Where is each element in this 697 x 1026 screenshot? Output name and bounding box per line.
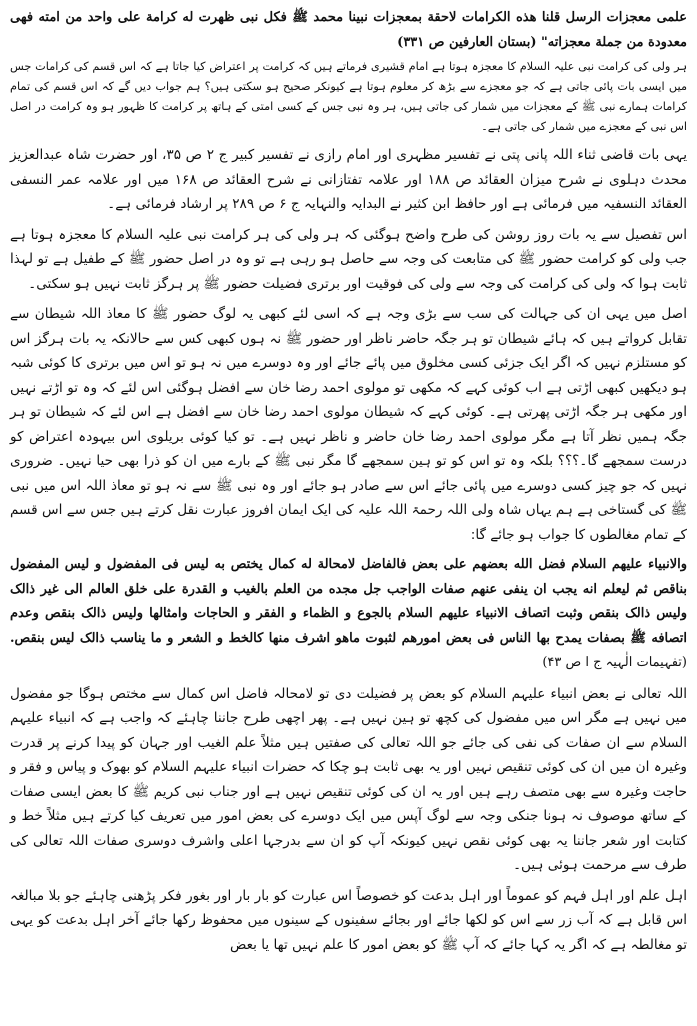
translation-paragraph-2 [10,682,687,878]
arabic-quote-paragraph [10,6,687,55]
citation-reference: (تفہیمات الٰہیہ ج ا ص ۴۳) [542,655,687,670]
paragraph-text: اللہ تعالی نے بعض انبیاء علیہم السلام کو بعض پر فضیلت دی تو لامحالہ فاضل اس کمال سے مختص ہوگا جو مفضول میں نہیں ہے مگر اس میں مفضول کی کچھ تو ہین نہیں ہے۔ پھر اچھی طرح جاننا چاہئے کہ واجب ہے کہ انبیاء علیہم السلام سے ان صفات کی نفی کی جائے جو اللہ تعالی کی صفتیں ہیں مثلاً علم الغیب اور جہان کو پیدا کرنے پر قدرت وغیرہ ان میں ان کی کوئی تنقیص نہیں اور یہ بھی ثابت ہو چکا کہ حضرات انبیاء علیہم السلام کو بھوک و پیاس و فقر و حاجت وغیرہ سے بھی متصف رہے ہیں اور یہ ان کی کوئی تنقیص نہیں ہے اور جناب نبی کریم ﷺ کا بعض ایسی صفات کے ساتھ موصوف نہ ہونا جنکی وجہ سے لوگ آپس میں ایک دوسرے کی بعض امور میں تعریف کیا کرتے ہیں مثلاً خط و کتابت اور شعر جاننا یہ بھی کوئی نقص نہیں کیونکہ آپ کو ان سے بدرجہا اعلی واشرف دوسری صفات اللہ تعالی کی طرف سے مرحمت ہوئی ہیں۔ [10,685,687,873]
argument-paragraph [10,302,687,547]
paragraph-text: علمی معجزات الرسل قلنا هذه الكرامات لاحقة بمعجزات نبينا محمد ﷺ فكل نبی ظهرت له كرامة علی واحد من امته فهی معدودة من جملة معجزاته" (بستان العارفین ص ۳۳۱) [10,10,687,50]
translation-paragraph [10,57,687,137]
paragraph-text: اہل علم اور اہل فہم کو عموماً اور اہل بدعت کو خصوصاً اس عبارت کو بار بار اور بغور فکر پڑھنی چاہئے جو بلا مبالغہ اس قابل ہے کہ آب زر سے اس کو لکھا جائے اور بجائے سفینوں کے سینوں میں محفوظ رکھا جائے آخر اہل بدعت کو یہی تو مغالطہ ہے کہ اگر یہ کہا جائے کہ آپ ﷺ کو بعض امور کا علم نہیں تھا یا بعض [10,887,687,953]
paragraph-text: والانبیاء علیهم السلام فضل الله بعضهم علی بعض فالفاضل لامحالة له كمال یختص به لیس فی المفضول و لیس المفضول بناقص ثم لیعلم انه یجب ان ینفی عنهم صفات الواجب جل مجده من العلم بالغیب و القدرة علی خلق العالم الی غیر ذالک ولیس ذالک بنقص وثبت اتصاف الانبیاء علیهم السلام بالجوع و الظماء و الفقر و الحاجات وامثالها ولیس ذالک بنقص وعدم اتصافه ﷺ بصفات یمدح بها الناس فی بعض امورهم لثبوت ماهو اشرف منها كالخط و الشعر و ما یناسب ذالک لیس بنقص. [10,557,687,646]
references-paragraph [10,143,687,217]
paragraph-text: اصل میں یہی ان کی جہالت کی سب سے بڑی وجہ ہے کہ اسی لئے کبھی یہ لوگ حضور ﷺ کا معاذ اللہ شیطان سے تقابل کرواتے ہیں کہ ہائے شیطان تو ہر جگہ حاضر ناظر اور حضور ﷺ نہ ہوں کبھی کس سے حالانکہ یہ بات ہرگز اس کو مستلزم نہیں کہ اگر ایک جزئی کسی مخلوق میں پائے جائے اور وہ دوسرے میں نہ ہو تو اس میں برتری کا کوئی شبہ ہو دیکھیں کبھی اڑتی ہے اب کوئی کہے کہ مکھی تو مولوی احمد رضا خان سے افضل ہوگئی اس لئے کہ وہ تو اڑتے نہیں اور مکھی ہر جگہ اڑتی پھرتی ہے۔ کوئی کہے کہ شیطان مولوی احمد رضا خان سے افضل ہے اس لئے کہ شیطان تو ہر جگہ ہمیں نظر آتا ہے مگر مولوی احمد رضا خان حاضر و ناظر نہیں ہے۔ تو کیا کوئی بریلوی اس بیہودہ اعتراض کو درست سمجھے گا۔؟؟؟ بلکہ وہ تو اس کو تو ہین سمجھے گا مگر نبی ﷺ کے بارے میں ان کو ذرا بھی حیا نہیں۔ ضروری نہیں کہ جو چیز کسی دوسرے میں پائی جائے اس سے صادر ہو جائے اور وہ نبی ﷺ سے نہ ہو تو معاذ اللہ اس میں نبی ﷺ کی گستاخی ہے ہم یہاں شاہ ولی اللہ رحمۃ اللہ علیہ کی ایک ایمان افروز عبارت نقل کرتے ہیں جس سے اس قسم کے تمام مغالطوں کا جواب ہو جائے گا: [10,306,687,543]
explanation-paragraph [10,223,687,297]
paragraph-text: ہر ولی کی کرامت نبی علیہ السلام کا معجزہ ہوتا ہے امام قشیری فرماتے ہیں کہ کرامت پر اعتراض کیا جاتا ہے کہ اس قسم کی کرامات جس میں ایسی بات پائی جاتی ہے کہ جو معجزے سے بڑھ کر معلوم ہوتا ہے کیونکر صحیح ہو سکتی ہیں؟ ہم جواب دیں گے کہ اس قسم کی تمام کرامات ہمارے نبی ﷺ کے معجزات میں شمار کی جاتی ہیں، ہر وہ نبی جس کے کسی امتی کے ہاتھ پر کرامت کا ظہور ہو وہ کرامت در اصل اس نبی کے معجزے میں شمار کی جاتی ہے۔ [10,60,687,133]
arabic-citation-paragraph [10,553,687,676]
paragraph-text: یہی بات قاضی ثناء اللہ پانی پتی نے تفسیر مظہری اور امام رازی نے تفسیر کبیر ج ۲ ص ۳۵، اور حضرت شاہ عبدالعزیز محدث دہلوی نے شرح میزان العقائد ص ۱۸۸ اور علامہ تفتازانی نے شرح العقائد ص ۱۶۸ میں اور علامہ عمر النسفی العقائد النسفیہ میں فرمائی ہے اور حافظ ابن کثیر نے البدایہ والنہایہ ج ۶ ص ۲۸۹ پر ارشاد فرمائی ہے۔ [10,147,687,212]
closing-paragraph [10,884,687,958]
paragraph-text: اس تفصیل سے یہ بات روز روشن کی طرح واضح ہوگئی کہ ہر ولی کی ہر کرامت نبی علیہ السلام کا معجزہ ہوتا ہے جب ولی کو کرامت حضور ﷺ کی متابعت کی وجہ سے حاصل ہو رہی ہے تو وہ در اصل حضور ﷺ کے طفیل ہے تو لہذا ثابت ہوا کہ ولی کی کرامت کی وجہ سے ولی کی فوقیت اور برتری فضیلت حضور ﷺ پر ہرگز ثابت نہیں ہو سکتی۔ [10,226,687,292]
